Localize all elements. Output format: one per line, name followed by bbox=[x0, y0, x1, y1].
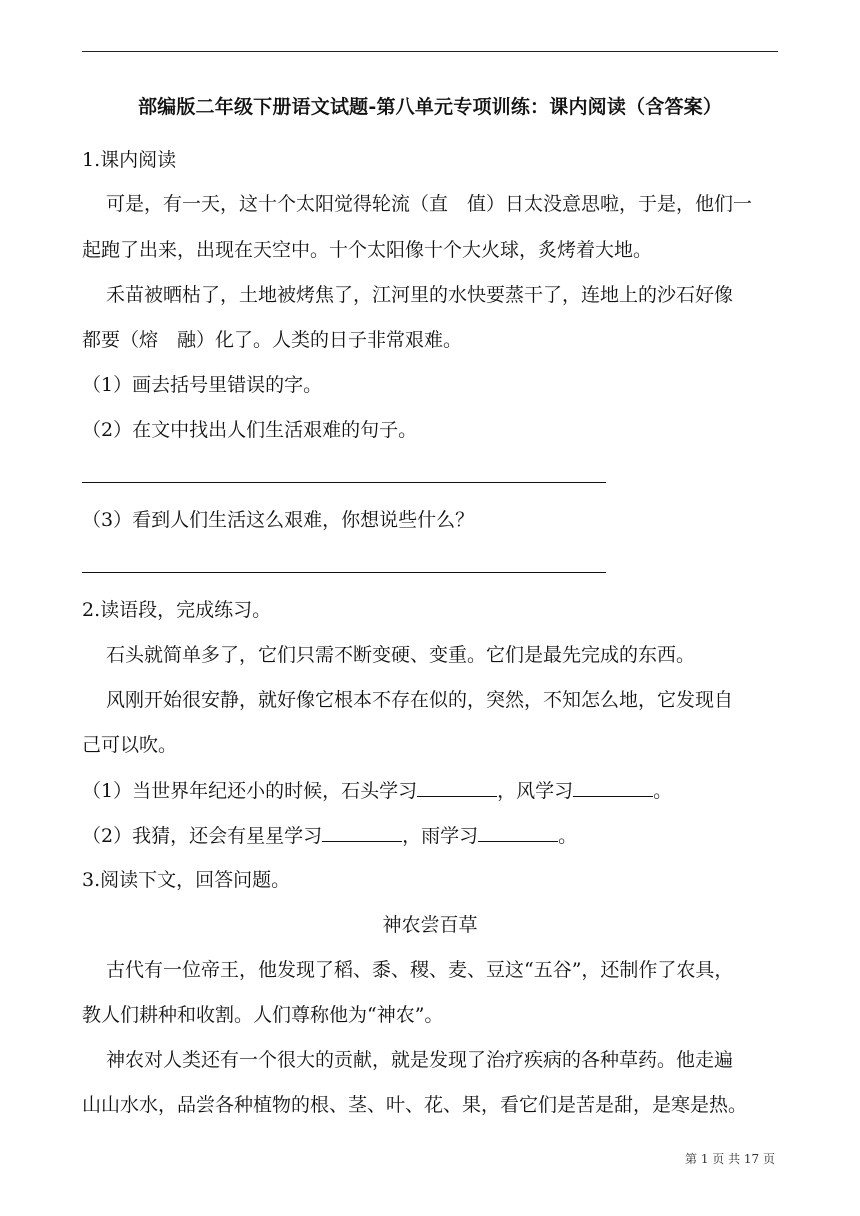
document-title: 部编版二年级下册语文试题-第八单元专项训练：课内阅读（含答案） bbox=[137, 96, 723, 118]
q2-para1: 石头就简单多了，它们只需不断变硬、变重。它们是最先完成的东西。 bbox=[106, 644, 696, 666]
q2-sub2-text-start: （2）我猜，还会有星星学习 bbox=[82, 825, 323, 847]
q3-para1-line1: 古代有一位帝王，他发现了稻、黍、稷、麦、豆这“五谷”，还制作了农具， bbox=[106, 959, 734, 981]
q2-sub2 bbox=[82, 823, 577, 848]
q2-sub1-blank-wind[interactable] bbox=[573, 778, 653, 797]
q2-para2-line1: 风刚开始很安静，就好像它根本不存在似的，突然，不知怎么地，它发现自 bbox=[106, 689, 734, 711]
q2-sub2-text-mid: ，雨学习 bbox=[402, 825, 479, 847]
q3-para2-line2: 山山水水，品尝各种植物的根、茎、叶、花、果，看它们是苦是甜，是寒是热。 bbox=[82, 1094, 748, 1116]
q2-sub1-blank-stone[interactable] bbox=[417, 778, 497, 797]
page-number-footer: 第 1 页 共 17 页 bbox=[685, 1152, 775, 1166]
header-rule bbox=[82, 51, 778, 52]
q1-para1-line1: 可是，有一天，这十个太阳觉得轮流（直 值）日太没意思啦，于是，他们一 bbox=[106, 193, 753, 215]
q2-heading: 2.读语段，完成练习。 bbox=[82, 599, 272, 621]
q1-heading: 1.课内阅读 bbox=[82, 149, 177, 171]
q2-sub2-blank-rain[interactable] bbox=[478, 823, 558, 842]
q3-para2-line1: 神农对人类还有一个很大的贡献，就是发现了治疗疾病的各种草药。他走遍 bbox=[106, 1049, 734, 1071]
q2-para2-line2: 己可以吹。 bbox=[82, 734, 178, 756]
q2-sub2-text-end: 。 bbox=[558, 825, 578, 847]
q1-para2-line1: 禾苗被晒枯了，土地被烤焦了，江河里的水快要蒸干了，连地上的沙石好像 bbox=[106, 284, 734, 306]
q1-sub1: （1）画去括号里错误的字。 bbox=[82, 374, 323, 396]
q1-para1-line2: 起跑了出来，出现在天空中。十个太阳像十个大火球，炙烤着大地。 bbox=[82, 239, 653, 261]
q1-sub2: （2）在文中找出人们生活艰难的句子。 bbox=[82, 419, 418, 441]
q2-sub1 bbox=[82, 778, 672, 803]
q1-answer-line-2[interactable] bbox=[82, 572, 606, 573]
q3-para1-line2: 教人们耕种和收割。人们尊称他为“神农”。 bbox=[82, 1004, 444, 1026]
q2-sub1-text-mid: ，风学习 bbox=[497, 780, 574, 802]
q2-sub1-text-end: 。 bbox=[653, 780, 673, 802]
q2-sub2-blank-star[interactable] bbox=[322, 823, 402, 842]
q3-passage-title: 神农尝百草 bbox=[382, 914, 478, 936]
q1-para2-line2: 都要（熔 融）化了。人类的日子非常艰难。 bbox=[82, 329, 463, 351]
q1-sub3: （3）看到人们生活这么艰难，你想说些什么？ bbox=[82, 509, 475, 531]
q2-sub1-text-start: （1）当世界年纪还小的时候，石头学习 bbox=[82, 780, 418, 802]
q3-heading: 3.阅读下文，回答问题。 bbox=[82, 869, 291, 891]
q1-answer-line-1[interactable] bbox=[82, 482, 606, 483]
